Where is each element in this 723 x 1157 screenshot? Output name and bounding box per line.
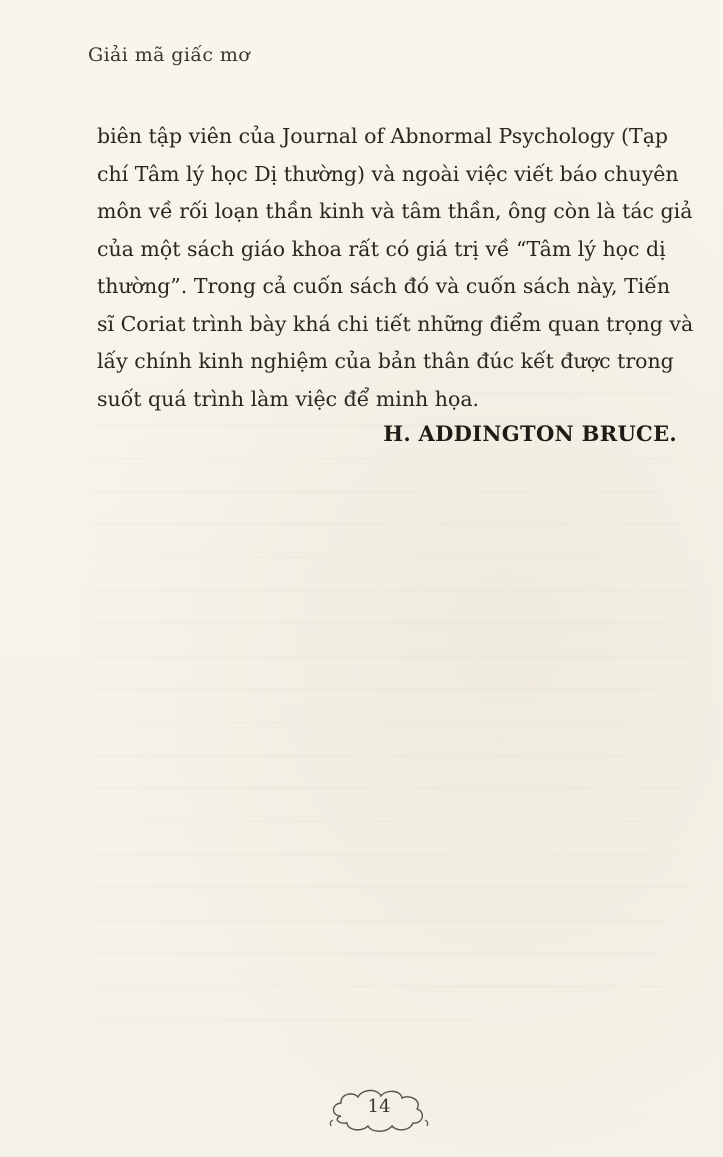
author-signature: H. ADDINGTON BRUCE. <box>383 421 677 446</box>
text-line: chí Tâm lý học Dị thường) và ngoài việc viết báo chuyên <box>97 161 679 186</box>
text-line: sĩ Coriat trình bày khá chi tiết những điểm quan trọng và <box>97 311 694 336</box>
text-line: suốt quá trình làm việc để minh họa. <box>97 386 480 411</box>
text-line: môn về rối loạn thần kinh và tâm thần, ông còn là tác giả <box>97 199 693 223</box>
text-line: biên tập viên của Journal of Abnormal Psychology (Tạp <box>97 124 669 148</box>
page-number-badge <box>327 1084 431 1136</box>
body-paragraph <box>97 118 694 418</box>
running-header: Giải mã giấc mơ <box>88 44 251 66</box>
text-line: của một sách giáo khoa rất có giá trị về “Tâm lý học dị <box>97 236 666 261</box>
text-line: lấy chính kinh nghiệm của bản thân đúc kết được trong <box>97 349 674 373</box>
text-line: thường”. Trong cả cuốn sách đó và cuốn sách này, Tiến <box>97 274 671 298</box>
show-through-texture <box>70 360 700 1060</box>
page-number: 14 <box>367 1096 391 1117</box>
